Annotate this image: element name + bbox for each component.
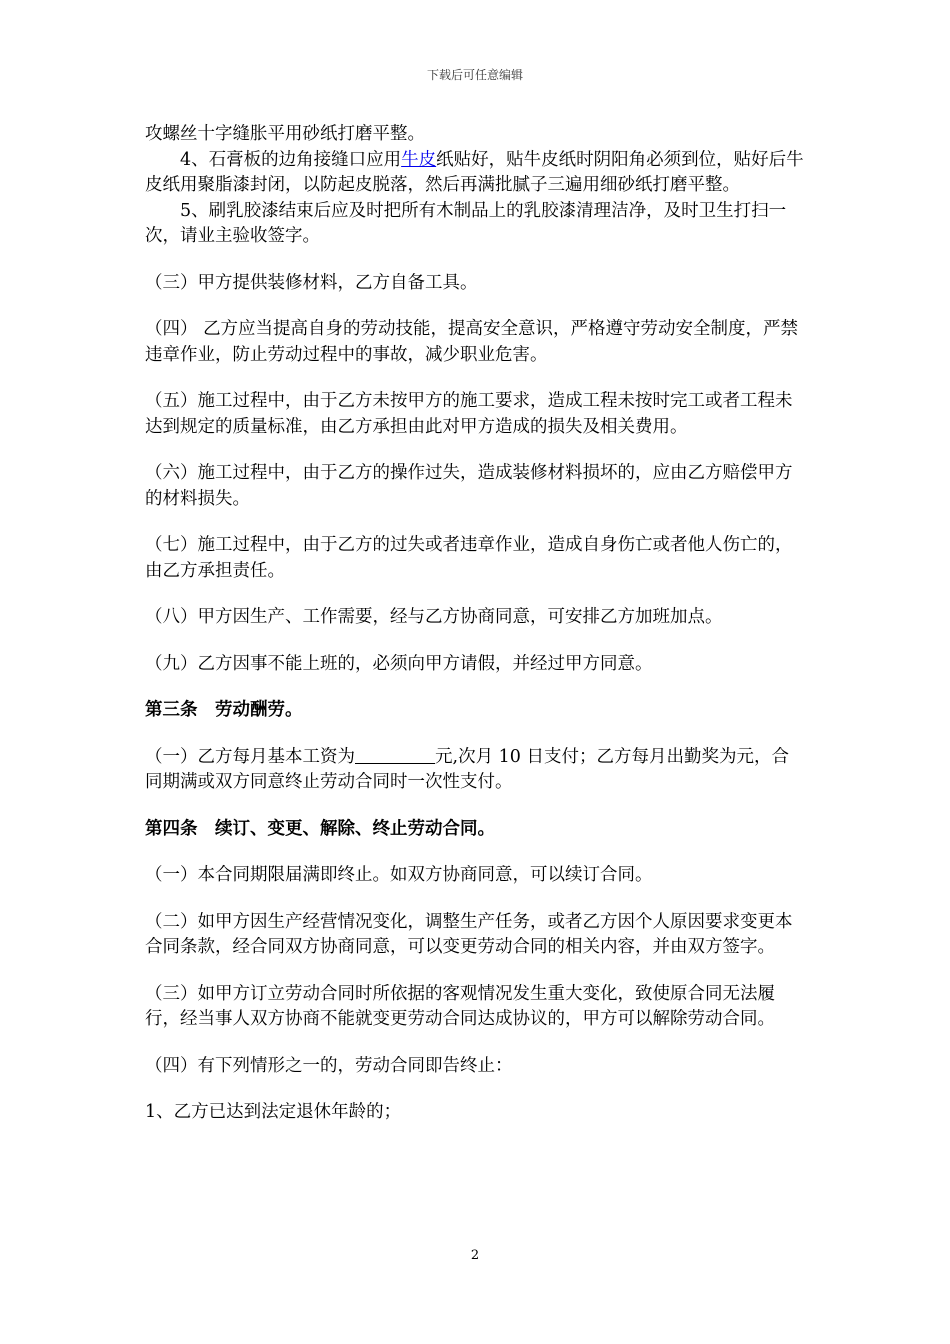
paragraph: （三）如甲方订立劳动合同时所依据的客观情况发生重大变化，致使原合同无法履行，经当事人双方协商不能就变更劳动合同达成协议的，甲方可以解除劳动合同。 bbox=[145, 983, 775, 1029]
paragraph bbox=[145, 745, 805, 796]
paragraph-text: 元,次月 10 日支付；乙方每月出勤奖为元，合同期满或双方同意终止劳动合同时一次性支付。 bbox=[145, 746, 789, 792]
paragraph bbox=[145, 148, 805, 199]
section-heading: 第三条 劳动酬劳。 bbox=[145, 700, 303, 720]
paragraph: 5、刷乳胶漆结束后应及时把所有木制品上的乳胶漆清理洁净，及时卫生打扫一次，请业主验收签字。 bbox=[145, 200, 787, 246]
salary-blank bbox=[355, 745, 435, 764]
paragraph: （四）有下列情形之一的，劳动合同即告终止： bbox=[145, 1055, 513, 1076]
paragraph: 1、乙方已达到法定退休年龄的； bbox=[145, 1102, 402, 1122]
section-heading: 第四条 续订、变更、解除、终止劳动合同。 bbox=[145, 818, 495, 839]
paragraph: （六）施工过程中，由于乙方的操作过失，造成装修材料损坏的，应由乙方赔偿甲方的材料损失。 bbox=[145, 463, 793, 509]
page-number: 2 bbox=[470, 1248, 480, 1263]
paragraph: （九）乙方因事不能上班的，必须向甲方请假，并经过甲方同意。 bbox=[145, 653, 653, 674]
paragraph-text: 纸贴好，贴牛皮纸时阴阳角必须到位，贴好后牛皮纸用聚脂漆封闭，以防起皮脱落，然后再满批腻子三遍用细砂纸打磨平整。 bbox=[145, 149, 804, 195]
paragraph-text: 4、石膏板的边角接缝口应用 bbox=[180, 149, 402, 170]
paragraph: （七）施工过程中，由于乙方的过失或者违章作业，造成自身伤亡或者他人伤亡的，由乙方承担责任。 bbox=[145, 535, 793, 581]
paragraph: （二）如甲方因生产经营情况变化，调整生产任务，或者乙方因个人原因要求变更本合同条款，经合同双方协商同意，可以变更劳动合同的相关内容，并由双方签字。 bbox=[145, 911, 793, 957]
paragraph: （五）施工过程中，由于乙方未按甲方的施工要求，造成工程未按时完工或者工程未达到规定的质量标准，由乙方承担由此对甲方造成的损失及相关费用。 bbox=[145, 391, 793, 437]
kraft-paper-link[interactable]: 牛皮 bbox=[401, 149, 437, 170]
page-header: 下载后可任意编辑 bbox=[426, 68, 523, 82]
paragraph: （一）本合同期限届满即终止。如双方协商同意，可以续订合同。 bbox=[145, 865, 653, 885]
paragraph: （四） 乙方应当提高自身的劳动技能，提高安全意识，严格遵守劳动安全制度，严禁违章作业，防止劳动过程中的事故，减少职业危害。 bbox=[145, 319, 799, 365]
paragraph-text: （一）乙方每月基本工资为 bbox=[145, 746, 355, 767]
paragraph: （三）甲方提供装修材料，乙方自备工具。 bbox=[145, 272, 478, 293]
paragraph: （八）甲方因生产、工作需要，经与乙方协商同意，可安排乙方加班加点。 bbox=[145, 607, 723, 627]
paragraph: 攻螺丝十字缝胀平用砂纸打磨平整。 bbox=[145, 124, 425, 144]
document-body bbox=[145, 122, 805, 1126]
